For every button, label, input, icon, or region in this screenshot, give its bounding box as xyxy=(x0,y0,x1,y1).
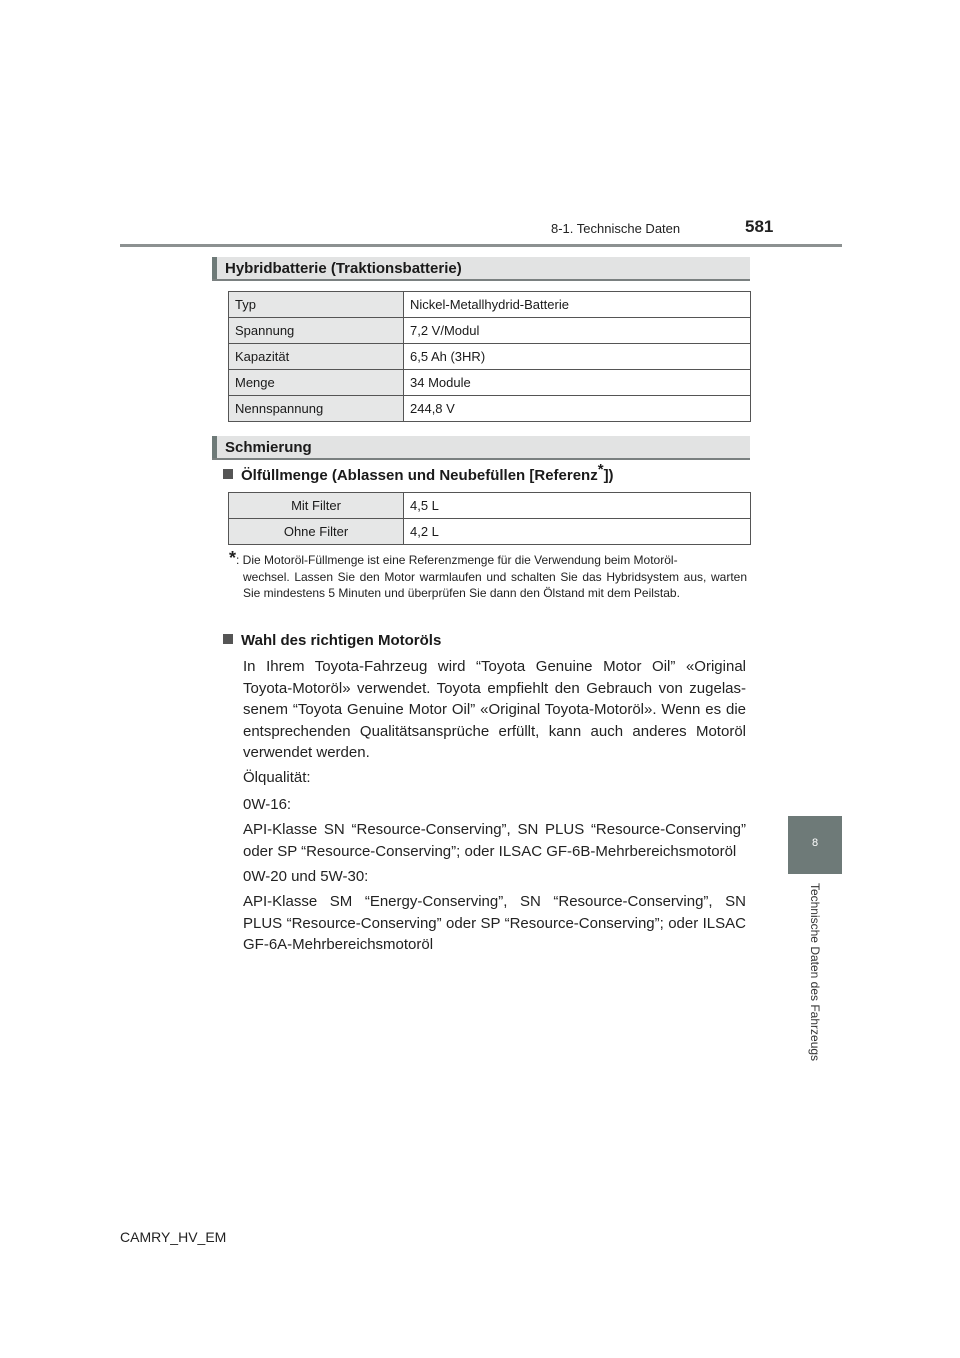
oil-fill-heading-text: Ölfüllmenge (Ablassen und Neubefüllen [Referenz xyxy=(241,467,598,484)
footnote-star: * xyxy=(229,548,237,568)
row-value: 4,2 L xyxy=(404,519,751,545)
row-label: Ohne Filter xyxy=(229,519,404,545)
footnote-first-line: : Die Motoröl-Füllmenge ist eine Referenzmenge für die Verwendung beim Motoröl- xyxy=(236,553,678,567)
table-row xyxy=(229,318,751,344)
row-label: Spannung xyxy=(229,318,404,344)
oil-choice-paragraph: In Ihrem Toyota-Fahrzeug wird “Toyota Genuine Motor Oil” «Original Toyota-Motoröl» verwendet. Toyota empfiehlt den Gebrauch von zugelassenem “Toyota Genuine Motor Oil” «Original Toyota-Motoröl». Wenn es die entsprechenden Qualitätsansprüche erfüllt, kann auch anderes Motoröl verwendet werden. xyxy=(243,658,746,761)
chapter-label: Technische Daten des Fahrzeugs xyxy=(808,882,822,1062)
row-label: Nennspannung xyxy=(229,396,404,422)
row-value: 7,2 V/Modul xyxy=(404,318,751,344)
row-value: 34 Module xyxy=(404,370,751,396)
row-label: Typ xyxy=(229,292,404,318)
row-value: 4,5 L xyxy=(404,493,751,519)
grade-0w20-5w30-label: 0W-20 und 5W-30: xyxy=(243,868,369,885)
chapter-number: 8 xyxy=(811,837,819,849)
table-row xyxy=(229,519,751,545)
table-row xyxy=(229,370,751,396)
footnote-continuation: wechsel. Lassen Sie den Motor warmlaufen und schalten Sie das Hybridsystem aus, warten Sie mindestens 5 Minuten und überprüfen Sie dann den Ölstand mit dem Peilstab. xyxy=(243,569,747,600)
row-value: Nickel-Metallhydrid-Batterie xyxy=(404,292,751,318)
grade-0w20-5w30-text: API-Klasse SM “Energy-Conserving”, SN “Resource-Conserving”, SN PLUS “Resource-Conserving” oder SP “Resource-Conserving”; oder ILSAC GF-6A-Mehrbereichsmotoröl xyxy=(243,893,746,953)
row-value: 244,8 V xyxy=(404,396,751,422)
footnote-star-ref: * xyxy=(597,461,604,478)
row-label: Mit Filter xyxy=(229,493,404,519)
grade-0w16-label: 0W-16: xyxy=(243,796,292,813)
bullet-square-icon xyxy=(223,469,233,479)
section-accent xyxy=(212,436,217,458)
table-row xyxy=(229,493,751,519)
grade-0w16-text: API-Klasse SN “Resource-Conserving”, SN PLUS “Resource-Conserving” oder SP “Resource-Conserving”; oder ILSAC GF-6B-Mehrbereichsmotoröl xyxy=(243,821,746,860)
footnote xyxy=(229,550,747,602)
oil-quality-label: Ölqualität: xyxy=(243,769,311,786)
table-row xyxy=(229,396,751,422)
oil-choice-heading-text: Wahl des richtigen Motoröls xyxy=(241,632,442,649)
row-value: 6,5 Ah (3HR) xyxy=(404,344,751,370)
section-title-hybrid-battery: Hybridbatterie (Traktionsbatterie) xyxy=(225,260,462,277)
table-row xyxy=(229,292,751,318)
row-label: Kapazität xyxy=(229,344,404,370)
section-accent xyxy=(212,257,217,279)
table-row xyxy=(229,344,751,370)
oil-fill-heading xyxy=(223,461,614,484)
bullet-square-icon xyxy=(223,634,233,644)
section-title-lubrication: Schmierung xyxy=(225,439,312,456)
oil-fill-heading-end: ]) xyxy=(603,467,614,484)
oil-capacity-table xyxy=(228,492,751,545)
section-header-lubrication xyxy=(212,436,750,460)
section-header-hybrid-battery xyxy=(212,257,750,281)
row-label: Menge xyxy=(229,370,404,396)
oil-choice-heading xyxy=(223,632,441,649)
model-code: CAMRY_HV_EM xyxy=(120,1229,227,1245)
chapter-tab[interactable] xyxy=(788,816,842,874)
section-title: 8-1. Technische Daten xyxy=(551,221,681,236)
hybrid-battery-table xyxy=(228,291,751,422)
header-divider xyxy=(120,244,842,247)
page-number: 581 xyxy=(745,217,774,236)
